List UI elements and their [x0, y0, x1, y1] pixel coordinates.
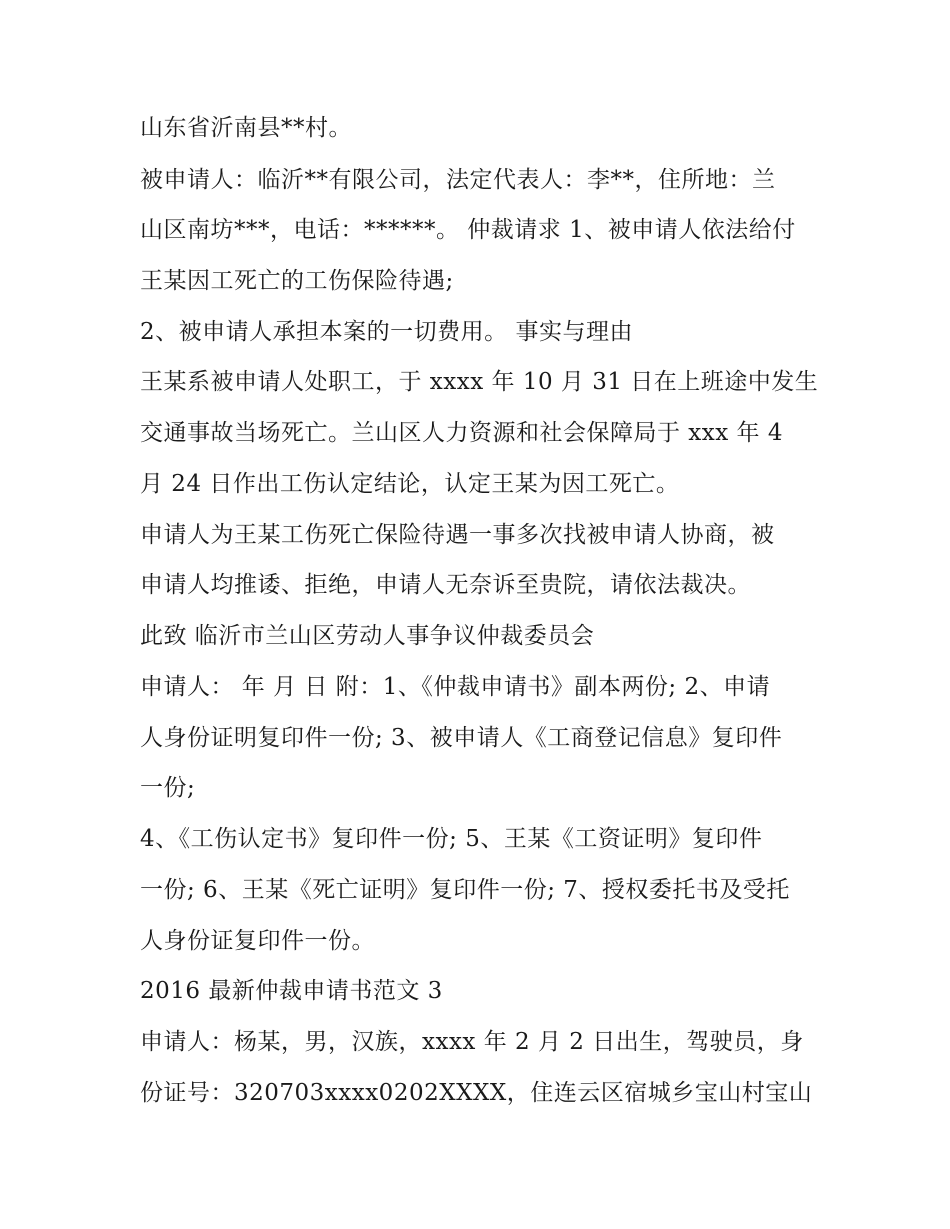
- text-line: 月 24 日作出工伤认定结论，认定王某为因工死亡。: [140, 471, 680, 497]
- text-line: 山东省沂南县**村。: [140, 115, 352, 141]
- text-line: 交通事故当场死亡。兰山区人力资源和社会保障局于 xxx 年 4: [140, 420, 783, 446]
- text-line: 人身份证明复印件一份; 3、被申请人《工商登记信息》复印件: [140, 725, 783, 751]
- text-line: 申请人为王某工伤死亡保险待遇一事多次找被申请人协商，被: [140, 522, 775, 548]
- text-line: 王某系被申请人处职工，于 xxxx 年 10 月 31 日在上班途中发生: [140, 369, 819, 395]
- text-line: 一份;: [140, 775, 196, 801]
- text-line: 份证号：320703xxxx0202XXXX，住连云区宿城乡宝山村宝山: [140, 1080, 813, 1106]
- text-line: 人身份证复印件一份。: [140, 928, 375, 954]
- text-line: 山区南坊***，电话：******。 仲裁请求 1、被申请人依法给付: [140, 217, 796, 243]
- text-line: 被申请人：临沂**有限公司，法定代表人：李**，住所地：兰: [140, 167, 776, 193]
- section-heading: 2016 最新仲裁申请书范文 3: [140, 978, 443, 1004]
- text-line: 一份; 6、王某《死亡证明》复印件一份; 7、授权委托书及受托: [140, 877, 790, 903]
- text-line: 申请人均推诿、拒绝，申请人无奈诉至贵院，请依法裁决。: [140, 572, 751, 598]
- text-line: 此致 临沂市兰山区劳动人事争议仲裁委员会: [140, 623, 595, 649]
- text-line: 申请人： 年 月 日 附：1、《仲裁申请书》副本两份; 2、申请: [140, 674, 771, 700]
- text-line: 王某因工死亡的工伤保险待遇;: [140, 268, 454, 294]
- text-line: 2、被申请人承担本案的一切费用。 事实与理由: [140, 319, 633, 345]
- text-line: 申请人：杨某，男，汉族，xxxx 年 2 月 2 日出生，驾驶员，身: [140, 1029, 804, 1055]
- text-line: 4、《工伤认定书》复印件一份; 5、王某《工资证明》复印件: [140, 826, 763, 852]
